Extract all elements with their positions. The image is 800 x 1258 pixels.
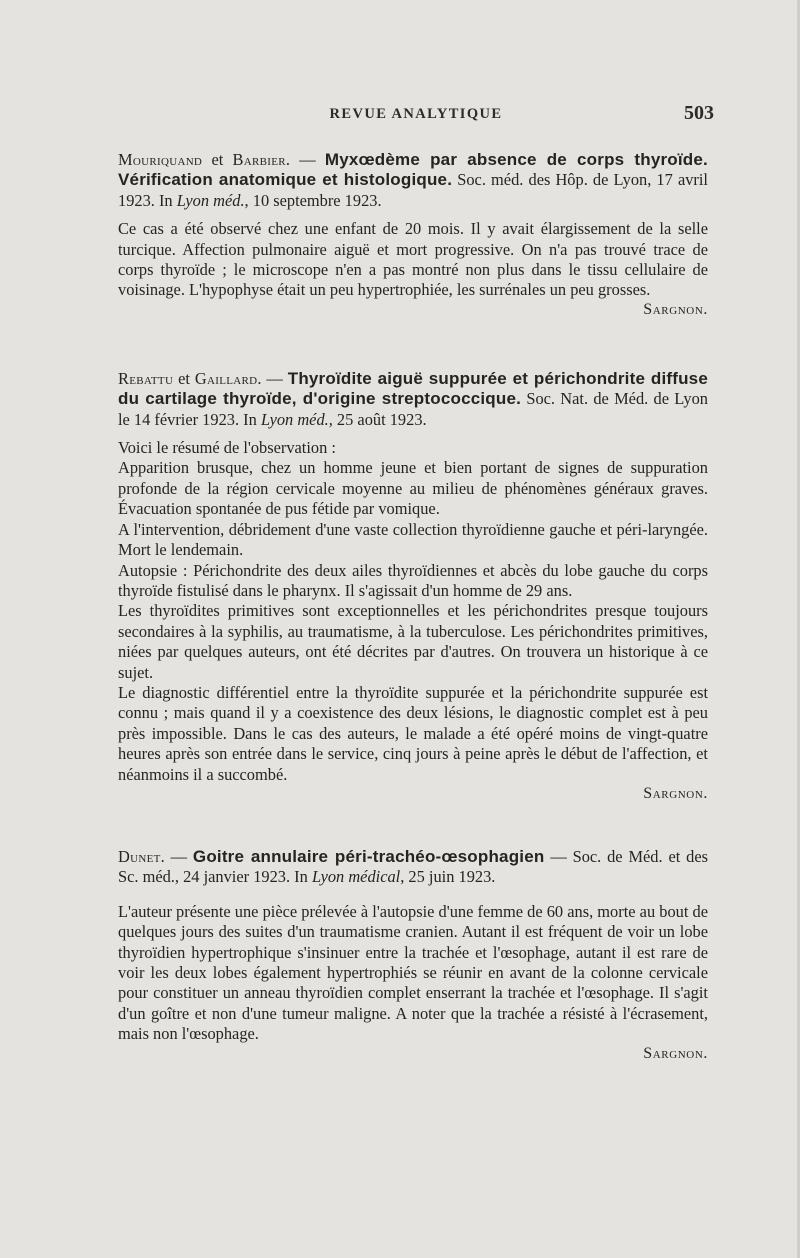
paragraph: Ce cas a été observé chez une enfant de 20 mois. Il y avait élargissement de la selle turcique. Affection pulmonaire aiguë et mort progressive. On n'a pas trouvé trace de corps thyroïde ; le microscope n'en a pas montré non plus dans le tissu cellulaire de voisinage. L'hypophyse était un peu hypertrophiée, les surrénales un peu grosses. [118, 219, 708, 300]
entry-heading: Rebattu et Gaillard. — Thyroïdite aiguë suppurée et périchondrite diffuse du cartilage thyroïde, d'origine streptococcique. Soc. Nat. de Méd. de Lyon le 14 février 1923. In Lyon méd., 25 août 1923. [118, 368, 708, 429]
article-title: Myxœdème par absence de corps thyroïde. Vérification anatomique et histologique. [118, 150, 708, 190]
dash: — [299, 150, 316, 169]
citation: — Soc. de Méd. et des Sc. méd., 24 janvier 1923. In [118, 846, 708, 887]
paragraph: Les thyroïdites primitives sont exceptionnelles et les périchondrites presque toujours secondaires à la syphilis, au traumatisme, à la tuberculose. Les périchondrites primitives, niées par quelques auteurs, ont été décrites par d'autres. On trouvera un historique à ce sujet. [118, 601, 708, 682]
entry-heading: Dunet. — Goitre annulaire péri-trachéo-œsophagien — Soc. de Méd. et des Sc. méd., 24 janvier 1923. In Lyon médical, 25 juin 1923. [118, 846, 708, 887]
author-name: Dunet [118, 846, 161, 866]
running-head [118, 102, 714, 128]
review-entry-1 [118, 150, 708, 319]
citation: Soc. méd. des Hôp. de Lyon, 17 avril 1923. In [118, 170, 708, 210]
review-entry-3 [118, 847, 708, 1063]
running-title: REVUE ANALYTIQUE [329, 106, 503, 122]
citation-date: , 25 juin 1923. [400, 867, 496, 887]
author-name: Mouriquand [118, 150, 203, 169]
paragraph: Le diagnostic différentiel entre la thyroïdite suppurée et la périchondrite suppurée est connu ; mais quand il y a coexistence des deux lésions, le diagnostic complet est à peu près impossible. Dans le cas des auteurs, le malade a été opéré moins de vingt-quatre heures après son entrée dans le service, cinq jours à peine après le début de l'affection, et néanmoins il a succombé. [118, 682, 708, 784]
page-number: 503 [684, 102, 714, 124]
journal-name: Lyon méd. [176, 190, 245, 210]
author-name: Barbier [232, 150, 286, 169]
review-entry-2 [118, 369, 708, 803]
author-name: Gaillard [194, 368, 258, 388]
citation-date: , 25 août 1923. [328, 409, 427, 429]
dash: — [170, 846, 188, 866]
article-title: Goitre annulaire péri-trachéo-œsophagien [192, 846, 545, 866]
paragraph: L'auteur présente une pièce prélevée à l'autopsie d'une femme de 60 ans, morte au bout de quelques jours des suites d'un traumatisme cranien. Autant il est fréquent de voir un lobe thyroïdien hypertrophique s'insinuer entre la trachée et l'œsophage, autant il est rare de voir les deux lobes également hypertrophiés se réunir en avant de la colonne cervicale pour constituer un anneau thyroïdien complet enserrant la trachée et l'œsophage. Il s'agit d'un goître et non d'une tumeur maligne. A noter que la trachée a résisté à l'écrasement, mais non l'œsophage. [118, 901, 708, 1044]
signature: Sargnon. [643, 300, 708, 318]
article-title: Thyroïdite aiguë suppurée et périchondrite diffuse du cartilage thyroïde, d'origine streptococcique. [118, 368, 708, 409]
journal-name: Lyon médical [311, 867, 401, 887]
author-connector: et [211, 150, 224, 169]
paragraph: A l'intervention, débridement d'une vaste collection thyroïdienne gauche et péri-laryngée. Mort le lendemain. [118, 519, 708, 560]
citation: Soc. Nat. de Méd. de Lyon le 14 février 1923. In [118, 389, 708, 429]
dash: — [266, 368, 283, 388]
author-connector: et [178, 368, 190, 388]
entry-heading: Mouriquand et Barbier. — Myxœdème par absence de corps thyroïde. Vérification anatomique et histologique. Soc. méd. des Hôp. de Lyon, 17 avril 1923. In Lyon méd., 10 septembre 1923. [118, 150, 708, 210]
review-body [118, 150, 708, 1079]
paragraph: Voici le résumé de l'observation : [118, 438, 336, 458]
signature: Sargnon. [643, 784, 708, 802]
paragraph: Apparition brusque, chez un homme jeune et bien portant de signes de suppuration profonde de la région cervicale moyenne au milieu de phénomènes généraux graves. Évacuation spontanée de pus fétide par vomique. [118, 458, 708, 519]
citation-date: , 10 septembre 1923. [244, 190, 382, 210]
author-name: Rebattu [118, 368, 174, 388]
signature: Sargnon. [643, 1044, 708, 1062]
paragraph: Autopsie : Périchondrite des deux ailes thyroïdiennes et abcès du lobe gauche du corps thyroïde fistulisé dans le pharynx. Il s'agissait d'un homme de 29 ans. [118, 560, 708, 600]
journal-name: Lyon méd. [260, 409, 329, 429]
